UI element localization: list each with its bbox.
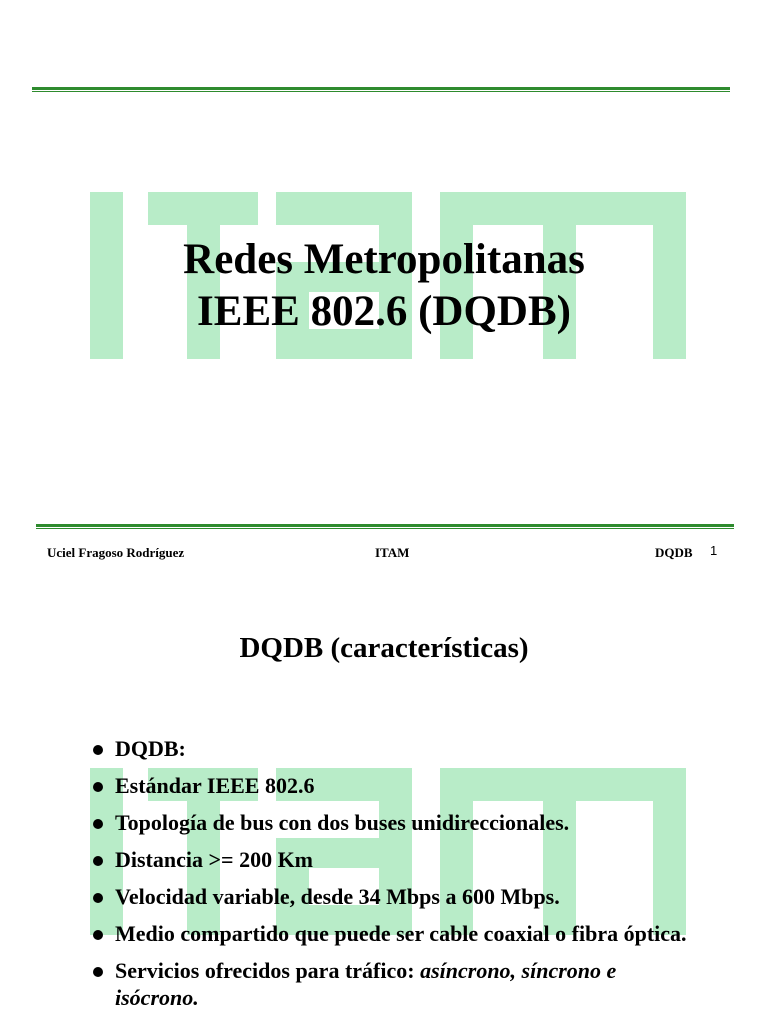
- bullet-dot-icon: [93, 819, 103, 829]
- bullet-italic: asíncrono, síncrono e isócrono.: [115, 958, 617, 1010]
- bullet-list: [90, 735, 690, 1021]
- bullet-dot-icon: [93, 967, 103, 977]
- slide-footer: [0, 543, 768, 563]
- title-line-2: IEEE 802.6 (DQDB): [197, 288, 571, 335]
- bullet-prefix: Servicios ofrecidos para tráfico:: [115, 958, 421, 983]
- list-item: Medio compartido que puede ser cable coaxial o fibra óptica.: [90, 920, 690, 947]
- bullet-dot-icon: [93, 745, 103, 755]
- slide-2-title: DQDB (características): [239, 632, 529, 664]
- page-number: 1: [710, 543, 718, 558]
- slide-2: [0, 575, 768, 1024]
- slide-1-title: [0, 234, 768, 338]
- list-item: Topología de bus con dos buses unidireccionales.: [90, 809, 690, 836]
- footer-topic: DQDB: [655, 545, 693, 560]
- top-rule: [32, 87, 730, 90]
- bullet-dot-icon: [93, 930, 103, 940]
- title-line-1: Redes Metropolitanas: [183, 236, 585, 283]
- bullet-dot-icon: [93, 893, 103, 903]
- bullet-dot-icon: [93, 782, 103, 792]
- footer-author: Uciel Fragoso Rodríguez: [47, 545, 185, 560]
- footer-institution: ITAM: [375, 545, 410, 560]
- footer-rule: [36, 524, 734, 527]
- list-item: Estándar IEEE 802.6: [90, 772, 690, 799]
- list-item: [90, 957, 690, 1011]
- list-item: Distancia >= 200 Km: [90, 846, 690, 873]
- list-item: DQDB:: [90, 735, 690, 762]
- list-item: Velocidad variable, desde 34 Mbps a 600 Mbps.: [90, 883, 690, 910]
- bullet-dot-icon: [93, 856, 103, 866]
